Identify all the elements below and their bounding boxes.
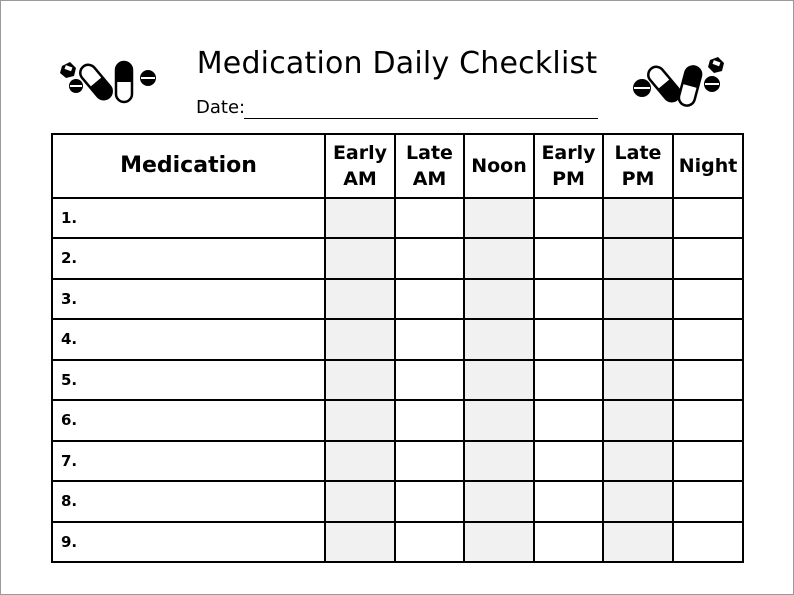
noon-cell[interactable] bbox=[464, 522, 534, 563]
late-am-cell[interactable] bbox=[395, 198, 464, 238]
noon-cell[interactable] bbox=[464, 481, 534, 521]
page-title: Medication Daily Checklist bbox=[196, 46, 598, 81]
header-early-pm-line2: PM bbox=[552, 168, 585, 190]
table-header-row bbox=[52, 134, 743, 198]
table-row bbox=[52, 400, 743, 440]
medication-cell[interactable]: 3. bbox=[52, 279, 325, 319]
date-line[interactable] bbox=[244, 118, 598, 119]
medication-cell[interactable]: 5. bbox=[52, 360, 325, 400]
noon-cell[interactable] bbox=[464, 238, 534, 278]
header-late-am-line1: Late bbox=[406, 142, 453, 164]
medication-cell[interactable]: 7. bbox=[52, 441, 325, 481]
early-am-cell[interactable] bbox=[325, 441, 395, 481]
noon-cell[interactable] bbox=[464, 441, 534, 481]
night-cell[interactable] bbox=[673, 198, 743, 238]
night-cell[interactable] bbox=[673, 522, 743, 563]
medication-cell[interactable]: 1. bbox=[52, 198, 325, 238]
late-pm-cell[interactable] bbox=[603, 522, 673, 563]
late-pm-cell[interactable] bbox=[603, 319, 673, 359]
table-row bbox=[52, 441, 743, 481]
header-late-am bbox=[395, 134, 464, 198]
early-pm-cell[interactable] bbox=[534, 279, 603, 319]
late-am-cell[interactable] bbox=[395, 522, 464, 563]
early-am-cell[interactable] bbox=[325, 279, 395, 319]
early-am-cell[interactable] bbox=[325, 481, 395, 521]
table-row bbox=[52, 238, 743, 278]
early-pm-cell[interactable] bbox=[534, 238, 603, 278]
early-am-cell[interactable] bbox=[325, 400, 395, 440]
late-am-cell[interactable] bbox=[395, 481, 464, 521]
pills-cluster-icon-right bbox=[628, 54, 738, 108]
late-am-cell[interactable] bbox=[395, 238, 464, 278]
early-pm-cell[interactable] bbox=[534, 198, 603, 238]
medication-cell[interactable]: 9. bbox=[52, 522, 325, 563]
noon-cell[interactable] bbox=[464, 198, 534, 238]
header-late-pm-line1: Late bbox=[614, 142, 662, 164]
early-pm-cell[interactable] bbox=[534, 360, 603, 400]
header-late-pm bbox=[603, 134, 673, 198]
header-late-pm-line2: PM bbox=[621, 168, 655, 190]
early-am-cell[interactable] bbox=[325, 238, 395, 278]
late-am-cell[interactable] bbox=[395, 441, 464, 481]
medication-cell[interactable]: 2. bbox=[52, 238, 325, 278]
late-pm-cell[interactable] bbox=[603, 198, 673, 238]
table-row bbox=[52, 279, 743, 319]
early-am-cell[interactable] bbox=[325, 522, 395, 563]
early-pm-cell[interactable] bbox=[534, 522, 603, 563]
late-pm-cell[interactable] bbox=[603, 481, 673, 521]
header-early-am-line1: Early bbox=[332, 142, 388, 164]
night-cell[interactable] bbox=[673, 238, 743, 278]
header-early-pm-line1: Early bbox=[541, 142, 596, 164]
table-row bbox=[52, 360, 743, 400]
early-am-cell[interactable] bbox=[325, 360, 395, 400]
header-early-am bbox=[325, 134, 395, 198]
header-night: Night bbox=[673, 134, 743, 198]
table-row bbox=[52, 522, 743, 563]
table-row bbox=[52, 319, 743, 359]
late-pm-cell[interactable] bbox=[603, 441, 673, 481]
header-early-pm bbox=[534, 134, 603, 198]
early-pm-cell[interactable] bbox=[534, 400, 603, 440]
noon-cell[interactable] bbox=[464, 279, 534, 319]
late-am-cell[interactable] bbox=[395, 360, 464, 400]
medication-cell[interactable]: 6. bbox=[52, 400, 325, 440]
early-pm-cell[interactable] bbox=[534, 481, 603, 521]
noon-cell[interactable] bbox=[464, 319, 534, 359]
late-pm-cell[interactable] bbox=[603, 360, 673, 400]
header-medication: Medication bbox=[52, 134, 325, 198]
table-row bbox=[52, 198, 743, 238]
header-early-am-line2: AM bbox=[343, 168, 377, 190]
table-row bbox=[52, 481, 743, 521]
late-am-cell[interactable] bbox=[395, 279, 464, 319]
early-pm-cell[interactable] bbox=[534, 441, 603, 481]
night-cell[interactable] bbox=[673, 400, 743, 440]
late-pm-cell[interactable] bbox=[603, 400, 673, 440]
night-cell[interactable] bbox=[673, 441, 743, 481]
date-label: Date: bbox=[196, 97, 246, 118]
night-cell[interactable] bbox=[673, 279, 743, 319]
medication-checklist-table bbox=[51, 133, 744, 563]
medication-cell[interactable]: 4. bbox=[52, 319, 325, 359]
late-am-cell[interactable] bbox=[395, 400, 464, 440]
night-cell[interactable] bbox=[673, 319, 743, 359]
early-pm-cell[interactable] bbox=[534, 319, 603, 359]
header-noon: Noon bbox=[464, 134, 534, 198]
early-am-cell[interactable] bbox=[325, 319, 395, 359]
late-pm-cell[interactable] bbox=[603, 279, 673, 319]
noon-cell[interactable] bbox=[464, 360, 534, 400]
header-late-am-line2: AM bbox=[412, 168, 447, 190]
early-am-cell[interactable] bbox=[325, 198, 395, 238]
noon-cell[interactable] bbox=[464, 400, 534, 440]
late-pm-cell[interactable] bbox=[603, 238, 673, 278]
night-cell[interactable] bbox=[673, 481, 743, 521]
medication-cell[interactable]: 8. bbox=[52, 481, 325, 521]
night-cell[interactable] bbox=[673, 360, 743, 400]
late-am-cell[interactable] bbox=[395, 319, 464, 359]
